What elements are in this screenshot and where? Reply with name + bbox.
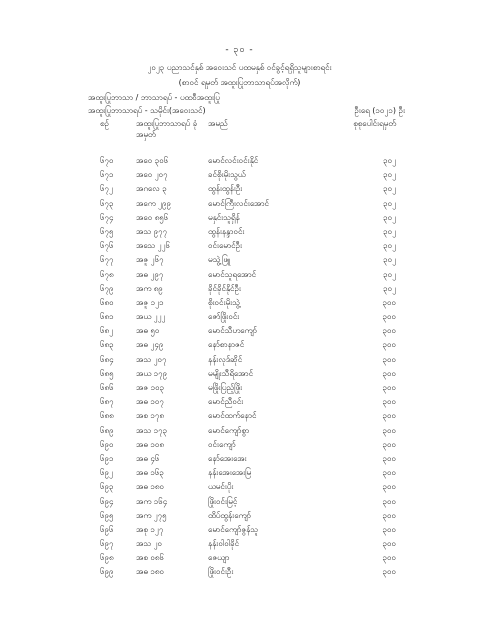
row-no: ၆၇၈ [100,269,114,279]
table-row [0,410,479,424]
row-name: ဝင်းမောင်ဦး [208,241,243,251]
document-subtitle: (စာဝင် ရမှတ် အထူးပြုဘာသာရပ်အလိုက်) [178,78,301,87]
row-score: ၃၀၀ [382,297,396,307]
row-score: ၃၀၀ [382,567,396,577]
row-name: မောင်ကြီးလင်းအောင် [208,198,269,208]
row-no: ၆၉၈ [100,553,114,563]
row-reg: အဓ ၂၄၉ [136,340,164,350]
major-line: အထူးပြုဘာသာရပ် - သမိုင်း(အဝေးသင်) [88,106,206,115]
row-name: ဖြိုးဝင်းဦး [208,567,234,577]
table-row [0,311,479,325]
row-reg: အဓ ၁၈၀ [136,567,164,577]
row-reg: အဇ ၁၀၃ [136,383,165,392]
row-no: ၆၇၃ [100,198,114,208]
row-score: ၃၀၂ [383,156,396,165]
row-name: ခိုင်ခိုင်နိုင်ဦး [208,283,241,293]
row-no: ၆၉၃ [100,482,114,492]
row-reg: အဓ ၁၈၀ [136,482,164,492]
row-score: ၃၀၀ [382,411,396,421]
row-score: ၃၀၀ [382,496,396,506]
row-name: မောင်ကျော်ဇွန်သူ [208,524,258,534]
row-reg: အဇူ ၂၆၇ [136,255,164,265]
table-row [0,368,479,382]
row-reg: အယ ၂၂၂ [136,312,166,322]
row-name: မသွဲ့ဖြူ [208,255,231,265]
row-score: ၃၀၂ [383,184,396,194]
row-no: ၆၈၀ [100,297,114,307]
row-name: မမျိုးသီရိအောင် [208,368,254,378]
row-no: ၆၈၁ [100,312,114,322]
row-reg: အစု ၁၂၇ [136,524,164,534]
row-score: ၃၀၀ [382,439,396,449]
table-row [0,524,479,538]
row-name: ဖြိုးဝင်းမြင့် [208,496,238,506]
row-no: ၆၇၆ [100,241,114,251]
total-count: ဦးရေ (၁၀၂၁) ဦး [354,106,405,115]
row-reg: အသ ၉၇၇ [136,226,168,236]
row-name: မနှင်းသူရှိန် [208,212,240,222]
table-row [0,538,479,552]
table-row [0,254,479,268]
row-name: နော်အေးအေး [208,453,247,463]
row-score: ၃၀၀ [382,354,396,364]
row-score: ၃၀၀ [382,524,396,534]
row-reg: အဝေ ၃၀၆ [136,156,169,165]
table-row [0,212,479,226]
header-name: အမည် [208,119,228,128]
row-score: ၃၀၀ [382,468,396,478]
row-name: မောင်ညီဝင်း [208,397,244,407]
row-name: နော်စာနာဇင် [208,340,245,350]
table-row [0,283,479,297]
row-reg: အဓ ၁၀၇ [136,397,164,407]
row-reg: အဇူ ၁၂၁ [136,297,164,307]
table-row [0,382,479,396]
row-score: ၃၀၀ [382,539,396,549]
row-score: ၃၀၀ [382,368,396,378]
row-reg: အဓ ၁၆၃ [136,468,164,478]
row-name: မောင်ထက်နောင် [208,411,257,421]
row-no: ၆၇၉ [100,283,114,293]
row-score: ၃၀၂ [383,226,396,236]
row-name: ထိပ်ထွန်းကျော် [208,510,251,520]
row-no: ၆၉၉ [100,567,114,577]
row-score: ၃၀၀ [382,482,396,492]
row-reg: အဓ ၁၀၈ [136,439,164,449]
row-no: ၆၉၇ [100,539,114,549]
row-score: ၃၀၀ [382,312,396,322]
row-reg: အက ၁၆၄ [136,496,168,506]
table-row [0,183,479,197]
table-row [0,269,479,283]
table-row [0,453,479,467]
row-reg: အဓ ၄၆ [136,453,160,463]
row-no: ၆၉၄ [100,496,114,506]
row-name: ထွန်းနန္ဒာဝင်း [208,226,245,236]
subject-line: အထူးပြုဘာသာ / ဘာသာရပ် - ပထဝီအထူးပြု [88,93,220,102]
table-row [0,467,479,481]
row-no: ၆၈၆ [100,383,114,392]
row-score: ၃၀၀ [382,397,396,407]
row-no: ၆၈၈ [100,411,114,421]
row-name: နန်းလုဒ်ဆိုင် [208,354,243,364]
table-row [0,226,479,240]
row-score: ၃၀၀ [382,326,396,336]
row-name: မောင်သီဟကျော် [208,326,257,336]
row-no: ၆၈၉ [100,425,114,435]
row-name: မောင်လင်းဝင်းနိုင် [208,156,259,165]
row-no: ၆၉၀ [100,439,114,449]
row-no: ၆၈၇ [100,397,114,407]
row-reg: အစ ၀၈၆ [136,553,164,563]
row-reg: အဓ ၂၉၇ [136,269,164,279]
row-reg: အဂလေ ၃ [136,184,167,194]
row-score: ၃၀၂ [383,269,396,279]
row-no: ၆၈၃ [100,340,114,350]
row-score: ၃၀၀ [382,453,396,463]
row-no: ၆၇၀ [100,156,114,165]
row-name: မဖြိုးပြည့်ဖြိုး [208,383,243,392]
row-score: ၃၀၂ [383,170,396,180]
table-body [0,155,479,581]
row-name: မောင်သူရအောင် [208,269,257,279]
row-no: ၆၉၂ [100,468,113,478]
table-row [0,354,479,368]
header-score: စုစုပေါင်းရမှတ် [353,119,396,128]
row-name: ဇော်ဖြိုးဝင်း [208,312,240,322]
table-row [0,510,479,524]
row-reg: အသ ၁၇၃ [136,425,168,435]
header-reg: အထူးပြုဘာသာရပ် ခုံအမှတ် [136,119,198,139]
table-row [0,339,479,353]
row-name: ဇေယျာ [208,553,230,563]
row-no: ၆၉၅ [100,510,114,520]
table-row [0,496,479,510]
table-row [0,439,479,453]
row-no: ၆၇၅ [100,226,114,236]
table-row [0,396,479,410]
row-score: ၃၀၂ [383,212,396,222]
row-no: ၆၇၄ [100,212,114,222]
row-reg: အဝေ ၂၀၇ [136,170,168,180]
row-reg: အသေ ၂၂၆ [136,241,171,251]
row-name: နန်းဝါဝါခိုင် [208,539,239,549]
row-score: ၃၀၂ [383,255,396,265]
table-row [0,198,479,212]
row-reg: အက ၈၉ [136,283,163,293]
row-name: ဝင်းကျော် [208,439,236,449]
row-reg: အကေ ၂၉၉ [136,198,171,208]
row-name: မောင်ကျော်စွာ [208,425,250,435]
row-no: ၆၈၅ [100,368,114,378]
table-row [0,481,479,495]
header-no: စဉ် [100,119,109,128]
document-title: ၂၀၂၃ ပညာသင်နှစ် အဝေးသင် ပထမနှစ် ဝင်ခွင့်ရရှိသူများစာရင်း [147,63,332,72]
row-score: ၃၀၂ [383,241,396,251]
row-reg: အက ၂၇၅ [136,510,167,520]
row-reg: အဓ ၅၀ [136,326,160,336]
row-reg: အသ ၂၀၇ [136,354,167,364]
table-row [0,325,479,339]
row-name: ခင်စိုးမိုးသွယ် [208,170,246,180]
row-name: ထွန်းထွန်းဦး [208,184,243,194]
row-no: ၆၇၇ [100,255,114,265]
row-name: စိုးဝင်းမိုးသွဲ့ [208,297,240,307]
row-no: ၆၈၄ [100,354,114,364]
row-score: ၃၀၂ [383,283,396,293]
row-score: ၃၀၀ [382,553,396,563]
row-no: ၆၈၂ [100,326,113,336]
row-reg: အဝေ ၈၅၆ [136,212,169,222]
table-row [0,552,479,566]
table-row [0,155,479,169]
page-number: - ၃၀ - [225,45,254,55]
row-reg: အယ ၁၇၉ [136,368,168,378]
table-header [0,118,479,144]
row-reg: အစ ၁၇၈ [136,411,164,421]
table-row [0,425,479,439]
row-score: ၃၀၀ [382,425,396,435]
row-name: ယမင်းပိုး [208,482,234,492]
table-row [0,169,479,183]
row-no: ၆၉၆ [100,524,114,534]
row-score: ၃၀၀ [382,383,396,392]
row-no: ၆၇၁ [100,170,114,180]
row-reg: အသ ၂၀ [136,539,163,549]
table-row [0,297,479,311]
row-no: ၆၇၂ [100,184,113,194]
row-score: ၃၀၀ [382,510,396,520]
row-score: ၃၀၂ [383,198,396,208]
table-row [0,566,479,580]
row-score: ၃၀၀ [382,340,396,350]
table-row [0,240,479,254]
row-name: နန်းအေးအေးမြ [208,468,252,478]
row-no: ၆၉၁ [100,453,114,463]
